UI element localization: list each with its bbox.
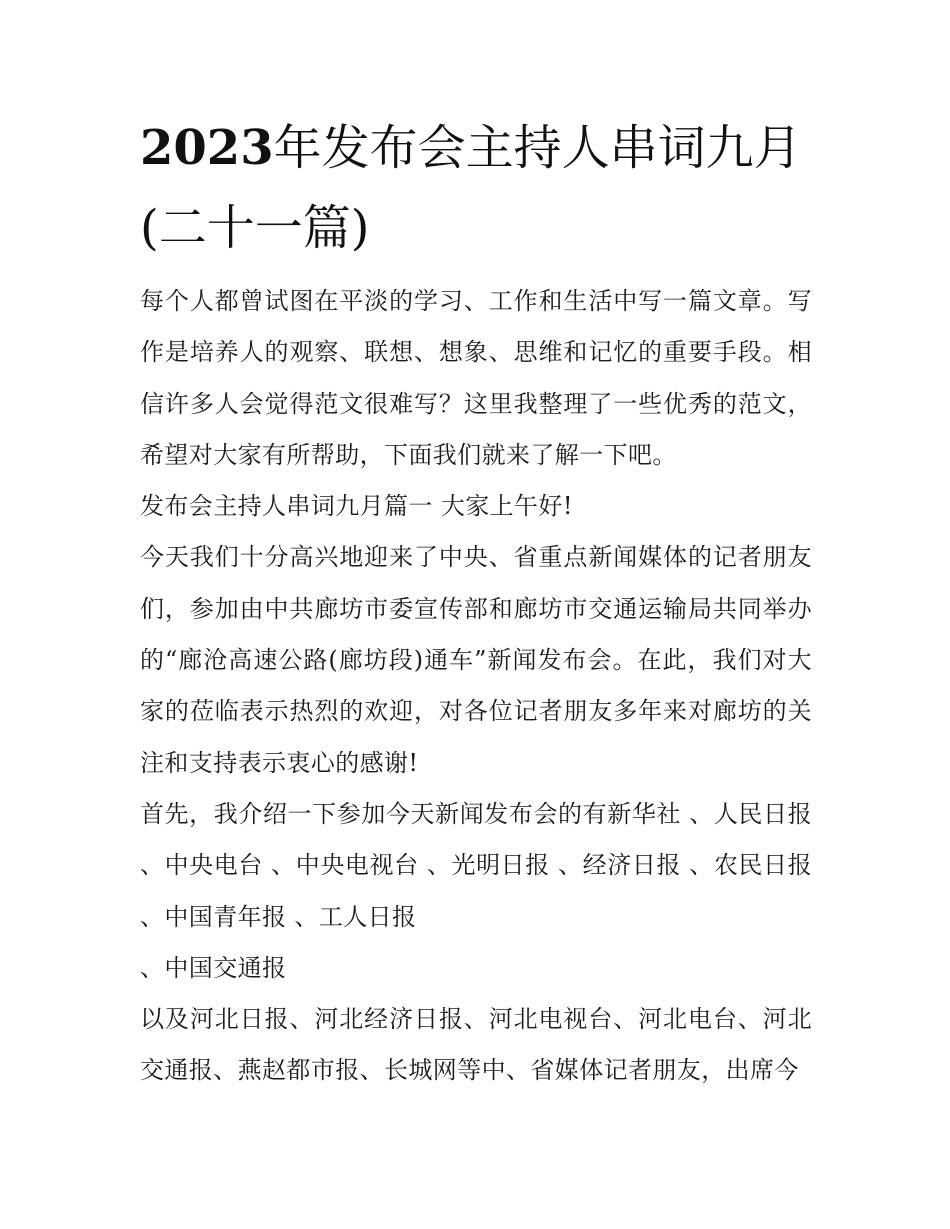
intro-paragraph: 每个人都曾试图在平淡的学习、工作和生活中写一篇文章。写作是培养人的观察、联想、想象、思维和记忆的重要手段。相信许多人会觉得范文很难写？这里我整理了一些优秀的范文，希望对大家有所帮助，下面我们就来了解一下吧。 (140, 287, 812, 469)
media-list-continued: 、中国交通报 (140, 953, 287, 982)
media-list-paragraph: 首先，我介绍一下参加今天新闻发布会的有新华社 、人民日报 、中央电台 、中央电视台 、光明日报 、经济日报 、农民日报 、中国青年报 、工人日报 (140, 799, 812, 931)
welcome-paragraph: 今天我们十分高兴地迎来了中央、省重点新闻媒体的记者朋友们，参加由中共廊坊市委宣传部和廊坊市交通运输局共同举办的“廊沧高速公路(廊坊段)通车”新闻发布会。在此，我们对大家的莅临表示热烈的欢迎，对各位记者朋友多年来对廊坊的关注和支持表示衷心的感谢! (140, 543, 812, 777)
title-year: 2023 (140, 120, 274, 176)
document-body (140, 276, 812, 1097)
document-title (140, 108, 830, 268)
provincial-media-paragraph: 以及河北日报、河北经济日报、河北电视台、河北电台、河北交通报、燕赵都市报、长城网等中、省媒体记者朋友，出席今 (140, 1005, 812, 1085)
title-text: 年发布会主持人串词九月(二十一篇) (140, 120, 802, 256)
section-heading-paragraph: 发布会主持人串词九月篇一 大家上午好! (140, 492, 573, 521)
